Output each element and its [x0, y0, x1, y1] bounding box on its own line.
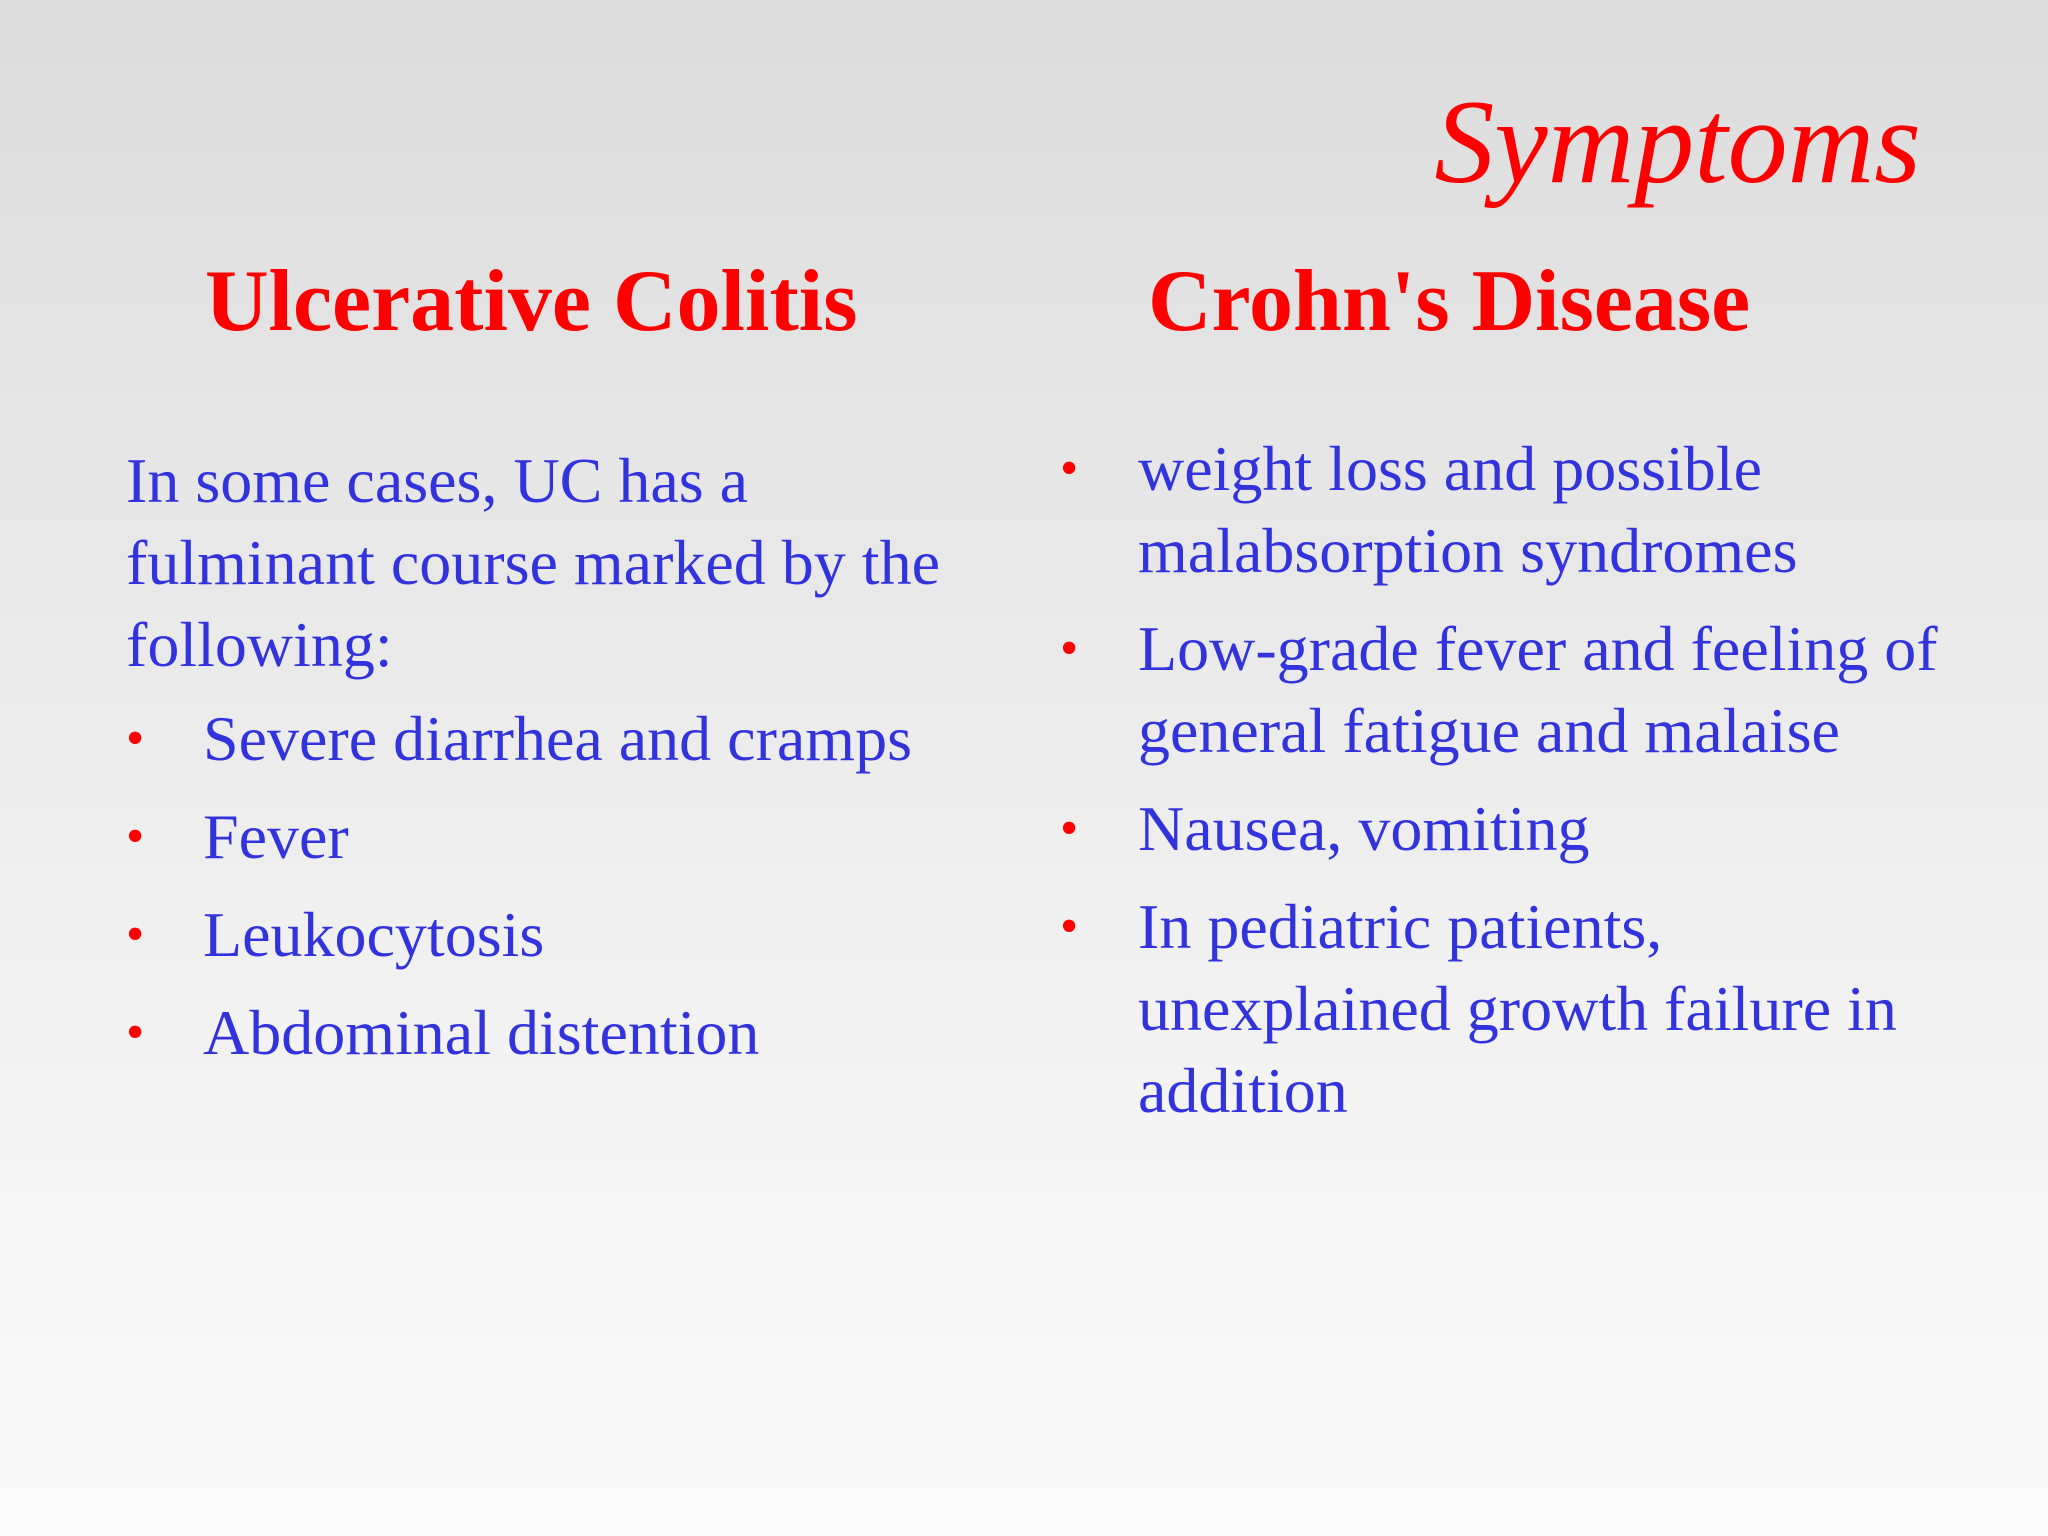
list-item-text: In pediatric patients, unexplained growth failure in addition — [1138, 891, 1897, 1126]
list-item-text: Severe diarrhea and cramps — [203, 703, 912, 774]
crohns-disease-column — [1060, 428, 1960, 1148]
bullet-icon: • — [126, 808, 145, 865]
list-item-text: Fever — [203, 801, 349, 872]
uc-intro-text: In some cases, UC has a fulminant course marked by the following: — [126, 445, 940, 680]
bullet-icon: • — [1060, 800, 1079, 857]
bullet-icon: • — [1060, 440, 1079, 497]
list-item — [126, 894, 1006, 976]
bullet-icon: • — [1060, 620, 1079, 677]
bullet-icon: • — [1060, 898, 1079, 955]
slide-title: Symptoms — [1434, 75, 1921, 208]
heading-crohns-disease: Crohn's Disease — [1148, 253, 1751, 350]
list-item — [1060, 428, 1960, 592]
list-item-text: Nausea, vomiting — [1138, 793, 1590, 864]
list-item-text: Leukocytosis — [203, 899, 545, 970]
list-item-text: Abdominal distention — [203, 997, 760, 1068]
list-item-text: weight loss and possible malabsorption syndromes — [1138, 433, 1798, 586]
list-item — [1060, 886, 1960, 1132]
bullet-icon: • — [126, 710, 145, 767]
uc-symptom-list — [126, 698, 1006, 1074]
bullet-icon: • — [126, 906, 145, 963]
list-item — [126, 698, 1006, 780]
list-item — [126, 992, 1006, 1074]
list-item-text: Low-grade fever and feeling of general fatigue and malaise — [1138, 613, 1938, 766]
ulcerative-colitis-column — [126, 440, 1006, 1090]
list-item — [1060, 608, 1960, 772]
bullet-icon: • — [126, 1004, 145, 1061]
heading-ulcerative-colitis: Ulcerative Colitis — [205, 253, 858, 350]
list-item — [126, 796, 1006, 878]
list-item — [1060, 788, 1960, 870]
crohns-symptom-list — [1060, 428, 1960, 1132]
